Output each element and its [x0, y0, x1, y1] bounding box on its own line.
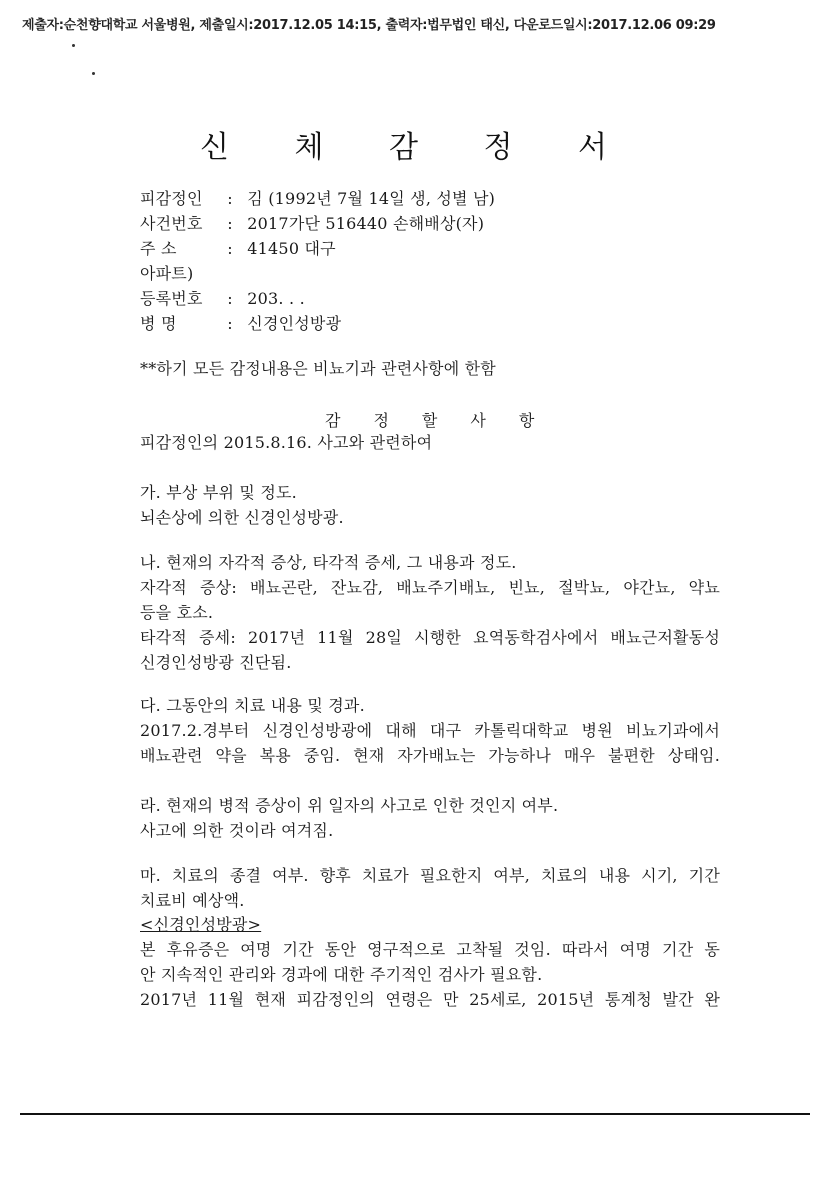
section-heading: 감정할사항	[325, 411, 568, 430]
section-na-title: 나. 현재의 자각적 증상, 타각적 증세, 그 내용과 정도.	[140, 553, 517, 572]
colon: :	[227, 239, 233, 258]
info-row-case	[140, 211, 484, 234]
name-label: 피감정인	[140, 189, 203, 208]
address-continuation: 아파트)	[140, 264, 194, 283]
section-da-body: 2017.2.경부터 신경인성방광에 대해 대구 카톨릭대학교 병원 비뇨기과에서	[140, 721, 720, 740]
colon: :	[227, 289, 233, 308]
scope-note: **하기 모든 감정내용은 비뇨기과 관련사항에 한함	[140, 359, 496, 378]
info-row-diagnosis	[140, 311, 341, 334]
registration-value: 203. . .	[247, 289, 305, 308]
info-row-name	[140, 186, 495, 209]
case-label: 사건번호	[140, 214, 203, 233]
section-ga-body: 뇌손상에 의한 신경인성방광.	[140, 508, 344, 527]
info-row-address	[140, 236, 336, 259]
name-value: 김 (1992년 7월 14일 생, 성별 남)	[247, 189, 496, 208]
section-ma-title: 치료비 예상액.	[140, 891, 245, 910]
section-na-body: 신경인성방광 진단됨.	[140, 653, 292, 672]
section-da-title: 다. 그동안의 치료 내용 및 경과.	[140, 696, 365, 715]
scan-speck	[92, 72, 95, 75]
section-da-body: 배뇨관련 약을 복용 중임. 현재 자가배뇨는 가능하나 매우 불편한 상태임.	[140, 746, 720, 765]
scan-speck	[72, 44, 75, 47]
section-na-body: 등을 호소.	[140, 603, 214, 622]
case-value: 2017가단 516440 손해배상(자)	[247, 214, 485, 233]
colon: :	[227, 214, 233, 233]
address-value: 41450 대구	[247, 239, 336, 258]
address-label: 주 소	[140, 239, 177, 258]
document-title: 신 체 감 정 서	[199, 130, 636, 165]
intro-line: 피감정인의 2015.8.16. 사고와 관련하여	[140, 433, 433, 452]
section-ma-title: 마. 치료의 종결 여부. 향후 치료가 필요한지 여부, 치료의 내용 시기, 기간	[140, 866, 720, 885]
section-ma-body: 안 지속적인 관리와 경과에 대한 주기적인 검사가 필요함.	[140, 965, 543, 984]
section-ma-body: 본 후유증은 여명 기간 동안 영구적으로 고착될 것임. 따라서 여명 기간 동	[140, 940, 720, 959]
section-ma-body: 2017년 11월 현재 피감정인의 연령은 만 25세로, 2015년 통계청 발간 완	[140, 990, 720, 1009]
registration-label: 등록번호	[140, 289, 203, 308]
colon: :	[227, 314, 233, 333]
section-na-body: 자각적 증상: 배뇨곤란, 잔뇨감, 배뇨주기배뇨, 빈뇨, 절박뇨, 야간뇨, 약뇨	[140, 578, 720, 597]
section-na-body: 타각적 증세: 2017년 11월 28일 시행한 요역동학검사에서 배뇨근저활동성	[140, 628, 720, 647]
diagnosis-value: 신경인성방광	[247, 314, 342, 333]
colon: :	[227, 189, 233, 208]
section-ra-title: 라. 현재의 병적 증상이 위 일자의 사고로 인한 것인지 여부.	[140, 796, 559, 815]
diagnosis-label: 병 명	[140, 314, 177, 333]
section-ga-title: 가. 부상 부위 및 정도.	[140, 483, 297, 502]
submission-header: 제출자:순천향대학교 서울병원, 제출일시:2017.12.05 14:15, 출력자:법무법인 태신, 다운로드일시:2017.12.06 09:29	[22, 18, 716, 33]
section-ma-subheading: <신경인성방광>	[140, 915, 262, 934]
section-ra-body: 사고에 의한 것이라 여겨짐.	[140, 821, 334, 840]
page-bottom-rule	[20, 1113, 810, 1115]
info-row-registration	[140, 286, 305, 309]
